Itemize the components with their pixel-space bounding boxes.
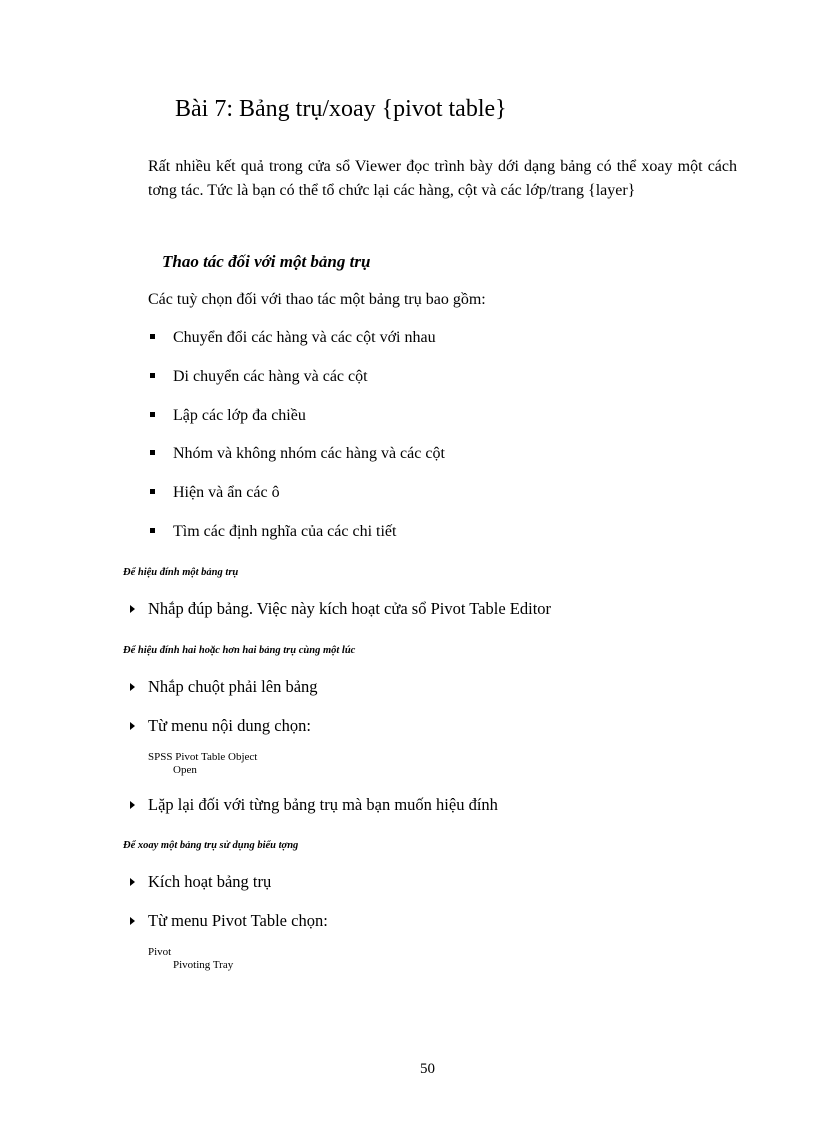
menu-path-item: Pivoting Tray	[173, 959, 234, 971]
option-item: Di chuyển các hàng và các cột	[173, 368, 368, 385]
procedure-step: Lặp lại đối với từng bảng trụ mà bạn muốn hiệu đính	[148, 795, 498, 814]
options-intro: Các tuỳ chọn đối với thao tác một bảng trụ bao gồm:	[148, 291, 486, 308]
menu-path-item: Pivot	[148, 946, 172, 958]
procedure-step: Từ menu Pivot Table chọn:	[148, 911, 328, 930]
square-bullet-icon	[150, 450, 155, 455]
square-bullet-icon	[150, 373, 155, 378]
procedure-step: Nhắp chuột phải lên bảng	[148, 677, 318, 696]
procedure-step: Kích hoạt bảng trụ	[148, 872, 272, 891]
option-item: Lập các lớp đa chiều	[173, 407, 306, 424]
triangle-bullet-icon	[130, 801, 135, 809]
option-item: Nhóm và không nhóm các hàng và các cột	[173, 445, 445, 462]
square-bullet-icon	[150, 334, 155, 339]
procedure-step: Từ menu nội dung chọn:	[148, 716, 311, 735]
menu-path-item: SPSS Pivot Table Object	[148, 751, 258, 763]
section-heading: Thao tác đối với một bảng trụ	[162, 252, 371, 271]
triangle-bullet-icon	[130, 878, 135, 886]
option-item: Chuyển đổi các hàng và các cột với nhau	[173, 329, 436, 346]
page-title: Bài 7: Bảng trụ/xoay {pivot table}	[175, 96, 507, 122]
square-bullet-icon	[150, 528, 155, 533]
option-item: Tìm các định nghĩa của các chi tiết	[173, 523, 397, 540]
intro-paragraph: Rất nhiều kết quả trong cửa sổ Viewer đọc trình bày dới dạng bảng có thể xoay một cách tơng tác. Tức là bạn có thể tổ chức lại các hàng, cột và các lớp/trang {layer}	[148, 158, 737, 199]
triangle-bullet-icon	[130, 722, 135, 730]
page-number: 50	[420, 1061, 435, 1077]
square-bullet-icon	[150, 489, 155, 494]
triangle-bullet-icon	[130, 605, 135, 613]
menu-path-item: Open	[173, 764, 197, 776]
procedure-heading: Để hiệu đính một bảng trụ	[123, 567, 239, 578]
procedure-heading: Để xoay một bảng trụ sử dụng biểu tợng	[123, 840, 299, 851]
procedure-step: Nhắp đúp bảng. Việc này kích hoạt cửa sổ Pivot Table Editor	[148, 599, 552, 618]
procedure-heading: Để hiệu đính hai hoặc hơn hai bảng trụ cùng một lúc	[123, 645, 356, 656]
square-bullet-icon	[150, 412, 155, 417]
triangle-bullet-icon	[130, 683, 135, 691]
option-item: Hiện và ẩn các ô	[173, 484, 280, 501]
triangle-bullet-icon	[130, 917, 135, 925]
